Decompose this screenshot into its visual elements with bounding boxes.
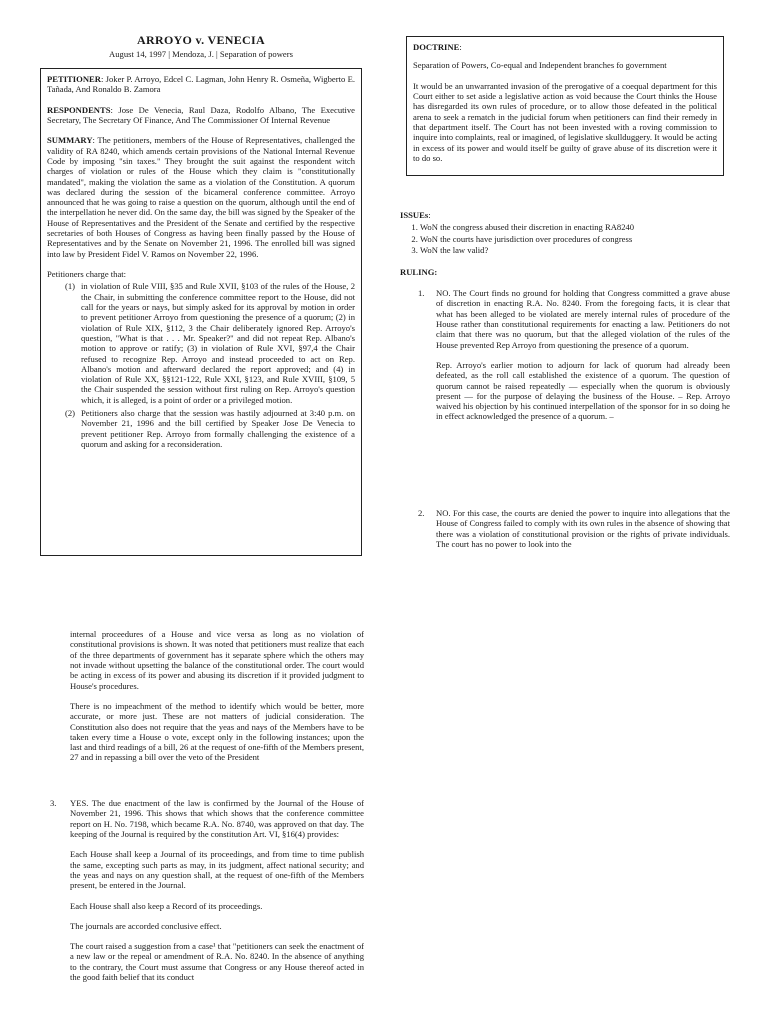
ruling-3-paragraph-2: The journals are accorded conclusive effect. [70, 920, 222, 931]
ruling-heading [400, 267, 437, 277]
doctrine-colon: : [459, 42, 462, 52]
charge-text: in violation of Rule VIII, §35 and Rule XVII, §103 of the rules of the House, 2 the Chair, in submitting the conference committee report to the House, did not call for the years or nays, but simply asked for its approval by motion in order to prevent petitioner Arroyo from questioning the presence of a quorum; (2) in violation of Rule XIX, §112, 3 the Chair deliberately ignored Rep. Arroyo's question, "What is that . . . Mr. Speaker?" and did not repeat Rep. Albano's motion to approve or ratify; (3) in violation of Rule XVI, §97,4 the Chair refused to recognize Rep. Arroyo and instead proceeded to act on Rep. Albano's motion and afterward declared the report approved; and (4) in violation of Rule XX, §§121-122, Rule XXI, §123, and Rule XVIII, §109, 5 the Chair suspended the session without first ruling on Rep. Arroyo's question which, it is alleged, is a point of order or a privileged motion. [81, 281, 355, 405]
petitioner-label: PETITIONER [47, 74, 101, 84]
doctrine-box [406, 36, 724, 176]
ruling-2-continuation-paragraph-2: There is no impeachment of the method to identify which would be better, more accurate, or more just. These are not matters of judicial consideration. The Constitution also does not require that the yeas and nays of the Members have to be taken every time a House o vote, except only in the following instances; upon the last and third readings of a bill, 26 at the request of one-fifth of the Members present, 27 and in repassing a bill over the veto of the President [70, 700, 364, 763]
charges-intro: Petitioners charge that: [47, 269, 127, 279]
doctrine-text: It would be an unwarranted invasion of the prerogative of a coequal department for this Court either to set aside a legislative action as void because the Court thinks the House has disregarded its own rules of procedure, or to allow those defeated in the political arena to seek a rematch in the judicial forum when petitioners can find their remedy in that department itself. The Court has not been invested with a roving commission to inquire into complaints, real or imagined, of legislative skullduggery. It would be acting in excess of its power and would itself be guilty of grave abuse of its discretion were it to do so. [413, 80, 717, 163]
charge-number: (2) [65, 408, 76, 419]
ruling-colon: : [434, 267, 438, 277]
summary-text: : The petitioners, members of the House of Representatives, challenged the validity of RA 8240, which amends certain provisions of the National Internal Revenue Code by imposing "sin taxes." They brought the suit against the respondent witch charges of violation or rules of the House which they claim is "constitutionally mandated", making the violation the same as a violation of the Constitution. A quorum was declared during the session of the bicameral conference committee. Arroyo announced that he was going to raise a question on the quorum, although until the end of the interpellation he never did. On the same day, the bill was signed by the Speaker of the House of Representatives and the President of the Senate and certified by the respective secretaries of both Houses of Congress as having been finally passed by the House of Representatives and by the Senate on November 21, 1996. The enrolled bill was signed into law by President Fidel V. Ramos on November 22, 1996. [47, 135, 356, 259]
ruling-item-3 [50, 798, 364, 992]
respondents-label: RESPONDENTS [47, 104, 111, 115]
respondents-text: : Jose De Venecia, Raul Daza, Rodolfo Albano, The Executive Secretary, The Secretary Of Finance, And The Commissioner Of Internal Revenue [47, 104, 355, 125]
ruling-1-paragraph-2: Rep. Arroyo's earlier motion to adjourn for lack of quorum had already been defeated, as the roll call established the existence of a quorum. The question of quorum cannot be raised repeatedly — especially when the quorum is obviously present — for the purpose of delaying the business of the House. – Rep. Arroyo waived his objection by his continued interpellation of the sponsor for in so doing he in effect acknowledged the presence of a quorum. – [436, 359, 730, 422]
case-facts-box [40, 68, 362, 556]
title-block [40, 33, 362, 60]
charge-number: (1) [65, 281, 76, 292]
ruling-number: 2. [418, 508, 425, 518]
ruling-3-quote-1: Each House shall keep a Journal of its proceedings, and from time to time publish the same, excepting such parts as may, in its judgment, affect national security; and the yeas and nays on any question shall, at the request of one-fifth of the Members present, be entered in the Journal. [70, 849, 364, 891]
issues-list [400, 222, 730, 255]
issues-label: ISSUEs [400, 210, 429, 220]
summary-label: SUMMARY [47, 135, 93, 146]
respondents-paragraph [47, 105, 355, 126]
charge-item [65, 408, 355, 449]
doctrine-heading [413, 42, 717, 52]
ruling-number: 1. [418, 288, 425, 298]
ruling-body [436, 508, 730, 549]
case-title: ARROYO v. VENECIA [137, 33, 265, 47]
charges-list [47, 281, 355, 449]
ruling-3-quote-2: Each House shall also keep a Record of its proceedings. [70, 900, 263, 911]
doctrine-label: DOCTRINE [413, 42, 460, 52]
doctrine-subject: Separation of Powers, Co-equal and Independent branches fo government [413, 60, 667, 71]
petitioner-text: : Joker P. Arroyo, Edcel C. Lagman, John Henry R. Osmeña, Wigberto E. Tañada, And Ronaldo B. Zamora [47, 74, 355, 95]
issues-colon: : [428, 210, 431, 220]
issue-item: 3. WoN the law valid? [420, 245, 730, 255]
ruling-3-paragraph-1: YES. The due enactment of the law is confirmed by the Journal of the House of November 21, 1996. This shows that which shows that the conference committee report on H. No. 7198, which became R.A. No. 8740, was approved on that day. The keeping of the Journal is required by the constitution Art. VI, §16(4) provides: [70, 798, 364, 839]
issues-section [400, 210, 730, 256]
ruling-1-paragraph-1: NO. The Court finds no ground for holding that Congress committed a grave abuse of discretion in enacting R.A. No. 8240. From the foregoing facts, it is clear that what has been alleged to be violated are merely internal rules of procedure of the House rather than constitutional requirements for enacting a law. Petitioners do not claim that there was no quorum, but that the alleged violation of the rules of the House prevented Rep Arroyo from questioning the presence of a quorum. [436, 288, 730, 350]
case-subtitle: August 14, 1997 | Mendoza, J. | Separation of powers [109, 49, 293, 60]
ruling-item-1 [418, 288, 730, 432]
ruling-number: 3. [50, 798, 57, 808]
ruling-body [436, 288, 730, 422]
issue-item: 2. WoN the courts have jurisdiction over procedures of congress [420, 234, 730, 244]
summary-paragraph [47, 135, 355, 259]
issue-item: 1. WoN the congress abused their discretion in enacting RA8240 [420, 222, 730, 232]
ruling-2-continuation-paragraph-1: internal proceedures of a House and vice versa as long as no violation of constitutional provisions is shown. It was noted that petitioners must realize that each of the three departments of government has it separate sphere which the others may not invade without upsetting the balance of the constitutional order. The court would be acting in excess of its power and abusing its discretion if it provided judgment to House's procedures. [70, 629, 364, 691]
ruling-2-paragraph-1: NO. For this case, the courts are denied the power to inquire into allegations that the House of Congress failed to comply with its own rules in the absence of showing that there was a violation of constitutional provision or the rights of private individuals. The court has no power to look into the [436, 508, 730, 549]
ruling-label: RULING [400, 267, 435, 277]
ruling-item-2 [418, 508, 730, 559]
ruling-3-paragraph-3: The court raised a suggestion from a case¹ that "petitioners can seek the enactment of a new law or the repeal or amendment of R.A. No. 8240. In the absence of anything to the contrary, the Court must assume that Congress or any House thereof acted in the good faith belief that its conduct [70, 941, 364, 983]
petitioner-paragraph [47, 74, 355, 95]
issues-heading [400, 210, 730, 220]
charge-item [65, 281, 355, 405]
ruling-body [70, 798, 364, 982]
ruling-2-continuation [70, 629, 364, 773]
charge-text: Petitioners also charge that the session was hastily adjourned at 3:40 p.m. on November 21, 1996 and the bill certified by Speaker Jose De Venecia to prevent petitioner Rep. Arroyo from formally challenging the existence of a quorum and asking for a reconsideration. [81, 408, 355, 449]
